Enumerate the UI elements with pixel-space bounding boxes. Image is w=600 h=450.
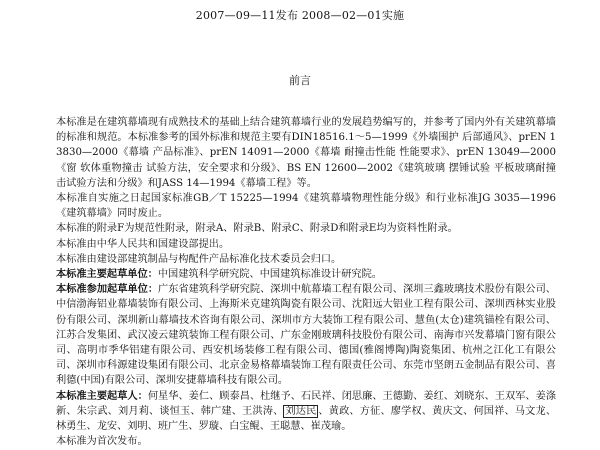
foreword-paragraph-proposed-by: 本标准由中华人民共和国建设部提出。 — [56, 238, 230, 250]
participating-drafting-units-text: 广东省建筑科学研究院、深圳中航幕墙工程有限公司、深圳三鑫玻璃技术股份有限公司、中信渤海铝业幕墙装饰有限公司、上海斯米克建筑陶瓷有限公司、沈阳远大铝业工程有限公司、深圳西林实业股份有限公司、深圳新山幕墙技术咨询有限公司、深圳市方大装饰工程有限公司、慧鱼(太仓)建筑锚栓有限公司、江苏合发集团、武汉凌云建筑装饰工程有限公司、广东金刚玻璃科技股份有限公司、南海市兴发幕墙门窗有限公司、高明市季华铝建有限公司、西安机场装修工程有限公司、德国(雅阁博陶)陶瓷集团、杭州之江化工有限公司、深圳市科源建设集团有限公司、北京金易格幕墙装饰工程有限责任公司、东莞市坚朗五金制品有限公司、喜利德(中国)有限公司、深圳安捷幕墙科技有限公司。 — [56, 284, 556, 387]
foreword-paragraph-reference-standards: 本标准是在建筑幕墙现有成熟技术的基础上结合建筑幕墙行业的发展趋势编写的，并参考了国内外有关建筑幕墙的标准和规范。本标准参考的国外标准和规范主要有DIN18516.1～5—1999《外墙围护 后部通风》、prEN 13830—2000《幕墙 产品标准》、prEN 14091—2000《幕墙 耐撞击性能 性能要求》、prEN 13049—2000《窗 软体重物撞击 试验方法，安全要求和分级》、BS EN 12600—2002《建筑玻璃 摆锤试验 平板玻璃耐撞击试验方法和分级》和JASS 14—1994《幕墙工程》等。 — [56, 117, 556, 189]
main-drafting-units — [56, 267, 556, 282]
highlighted-drafter-name: 刘达民 — [285, 405, 317, 417]
foreword-paragraph-centralized-by: 本标准由建设部建筑制品与构配件产品标准化技术委员会归口。 — [56, 253, 342, 265]
main-drafters-list-part-1: 何星华、姜仁、顾泰昌、杜继予、石民祥、闭思廉、王德勤、姜红、刘晓东、王双军、姜涤新、朱宗武、刘月莉、谈恒玉、韩广建、王洪涛、 — [56, 390, 556, 417]
section-title: 前言 — [289, 74, 311, 87]
main-drafters-label: 本标准主要起草人： — [56, 389, 148, 402]
foreword-paragraph-annexes: 本标准的附录F为规范性附录，附录A、附录B、附录C、附录D和附录E均为资料性附录。 — [56, 223, 458, 235]
main-drafting-units-text: 中国建筑科学研究院、中国建筑标准设计研究院。 — [157, 269, 382, 281]
participating-drafting-units — [56, 282, 556, 388]
participating-drafting-units-label: 本标准参加起草单位： — [56, 283, 159, 296]
main-drafting-units-label: 本标准主要起草单位： — [56, 268, 158, 281]
first-release-note: 本标准为首次发布。 — [56, 436, 148, 448]
foreword-paragraph-superseded: 本标准自实施之日起国家标准GB／T 15225—1994《建筑幕墙物理性能分级》和行业标准JG 3035—1996《建筑幕墙》同时废止。 — [56, 193, 556, 220]
main-drafters-list-part-2: 、黄政、方征、廖学权、黄庆文、何国祥、马文龙、林勇生、龙安、刘明、班广生、罗璇、白宝鲲、王聪慧、崔茂瑜。 — [56, 405, 557, 433]
main-drafters — [56, 389, 556, 435]
foreword-body — [56, 115, 556, 449]
publish-dates: 2007—09—11发布 2008—02—01实施 — [195, 9, 405, 22]
